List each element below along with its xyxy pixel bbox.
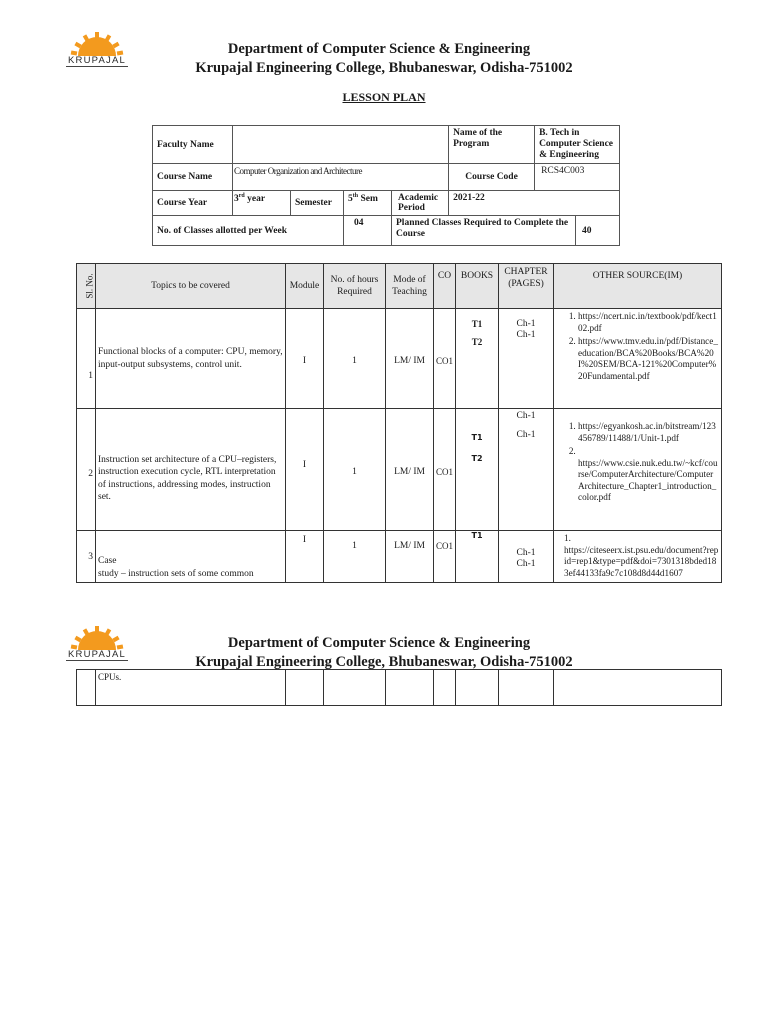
lesson-plan-table-continued (76, 669, 722, 706)
col-header-hours: No. of hours Required (324, 264, 386, 309)
col-header-books: BOOKS (456, 264, 499, 309)
row-mode: LM/ IM (386, 309, 434, 409)
row-module: I (286, 531, 324, 583)
academic-period-label: Academic Period (392, 191, 449, 216)
course-name-value: Computer Organization and Architecture (233, 164, 449, 191)
row-co: CO1 (434, 531, 456, 583)
row-other-sources: 1. https://citeseerx.ist.psu.edu/document?repid=rep1&type=pdf&doi=7301318bded183ef44133fa9c7c108d8d44d1607 (554, 531, 722, 583)
planned-classes-value: 40 (576, 216, 620, 246)
row-co: CO1 (434, 309, 456, 409)
classes-per-week-label: No. of Classes allotted per Week (153, 216, 344, 246)
source-link[interactable]: 1. https://egyankosh.ac.in/bitstream/123456789/11488/1/Unit-1.pdf (578, 421, 719, 444)
source-link[interactable]: 1. https://ncert.nic.in/textbook/pdf/kect102.pdf (578, 311, 719, 334)
row-module (286, 670, 324, 706)
row-mode (386, 670, 434, 706)
col-header-chapter: CHAPTER (PAGES) (499, 264, 554, 309)
col-header-other-source: OTHER SOURCE(IM) (554, 264, 722, 309)
source-link[interactable]: https://citeseerx.ist.psu.edu/document?repid=rep1&type=pdf&doi=7301318bded183ef44133fa9c7c108d8d44d1607 (564, 544, 719, 578)
row-mode: LM/ IM (386, 531, 434, 583)
row-books (456, 670, 499, 706)
row-chapter: Ch-1 Ch-1 (499, 409, 554, 531)
document-header (0, 40, 768, 78)
program-value: B. Tech in Computer Science & Engineering (535, 126, 620, 164)
faculty-name-value (233, 126, 449, 164)
department-name: Department of Computer Science & Engineering (227, 635, 531, 651)
row-books: T1 (456, 531, 499, 583)
row-topic: Case study – instruction sets of some common (96, 531, 286, 583)
logo-text: KRUPAJAL (68, 649, 126, 660)
row-topic: Functional blocks of a computer: CPU, memory, input-output subsystems, control unit. (96, 309, 286, 409)
row-other-sources (554, 409, 722, 531)
college-name: Krupajal Engineering College, Bhubaneswar, Odisha-751002 (195, 60, 573, 76)
row-hours: 1 (324, 531, 386, 583)
college-name: Krupajal Engineering College, Bhubaneswar, Odisha-751002 (195, 654, 573, 670)
course-code-label: Course Code (449, 164, 535, 191)
source-link[interactable]: 2. https://www.tmv.edu.in/pdf/Distance_education/BCA%20Books/BCA%20I%20SEM/BCA-121%20Computer%20Fundamental.pdf (578, 336, 719, 382)
program-label: Name of the Program (449, 126, 535, 164)
course-code-value: RCS4C003 (535, 164, 620, 191)
col-header-topics: Topics to be covered (96, 264, 286, 309)
row-module: I (286, 409, 324, 531)
col-header-module: Module (286, 264, 324, 309)
row-sl-no: 3 (77, 531, 96, 583)
row-other-sources (554, 670, 722, 706)
row-books: T1 T2 (456, 309, 499, 409)
department-name: Department of Computer Science & Engineering (227, 41, 531, 57)
planned-classes-label: Planned Classes Required to Complete the Course (392, 216, 576, 246)
row-books: T1 T2 (456, 409, 499, 531)
table-row (77, 670, 722, 706)
table-row (77, 309, 722, 409)
col-header-co: CO (434, 264, 456, 309)
row-co (434, 670, 456, 706)
semester-value: 5th Sem (344, 191, 392, 216)
row-sl-no (77, 670, 96, 706)
row-co: CO1 (434, 409, 456, 531)
course-year-label: Course Year (153, 191, 233, 216)
row-sl-no: 2 (77, 409, 96, 531)
row-mode: LM/ IM (386, 409, 434, 531)
col-header-sl-no: Sl. No. (77, 264, 96, 309)
col-header-mode: Mode of Teaching (386, 264, 434, 309)
semester-label: Semester (291, 191, 344, 216)
document-header-page-2 (0, 634, 768, 672)
table-row (77, 409, 722, 531)
course-name-label: Course Name (153, 164, 233, 191)
row-topic: CPUs. (96, 670, 286, 706)
table-row (77, 531, 722, 583)
lesson-plan-table (76, 263, 722, 583)
row-hours: 1 (324, 309, 386, 409)
academic-period-value: 2021-22 (449, 191, 620, 216)
logo-text: KRUPAJAL (68, 55, 126, 66)
faculty-name-label: Faculty Name (153, 126, 233, 164)
row-chapter: Ch-1 Ch-1 (499, 309, 554, 409)
row-chapter: Ch-1 Ch-1 (499, 531, 554, 583)
row-hours: 1 (324, 409, 386, 531)
row-hours (324, 670, 386, 706)
row-other-sources (554, 309, 722, 409)
row-topic: Instruction set architecture of a CPU–registers, instruction execution cycle, RTL interpretation of instructions, addressing modes, instruction set. (96, 409, 286, 531)
course-info-table (152, 125, 620, 246)
row-chapter (499, 670, 554, 706)
lesson-plan-title: LESSON PLAN (342, 90, 426, 104)
row-module: I (286, 309, 324, 409)
row-sl-no: 1 (77, 309, 96, 409)
course-year-value: 3rd year (233, 191, 291, 216)
classes-per-week-value: 04 (344, 216, 392, 246)
source-link[interactable]: 2. https://www.csie.nuk.edu.tw/~kcf/course/ComputerArchitecture/ComputerArchitecture_Chapter1_introduction_color.pdf (578, 446, 719, 504)
